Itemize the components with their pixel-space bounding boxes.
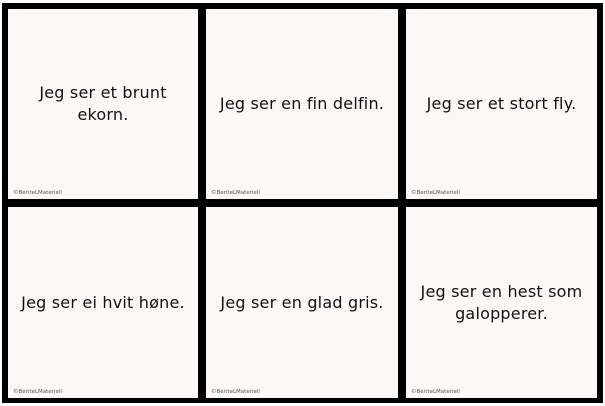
copyright-credit: ©BeriteLMateriell [211,190,260,196]
copyright-credit: ©BeriteLMateriell [13,190,62,196]
copyright-credit: ©BeriteLMateriell [411,190,460,196]
copyright-credit: ©BeriteLMateriell [13,389,62,395]
sentence-text: Jeg ser en hest som galopperer. [420,281,583,323]
sentence-card [406,207,597,398]
sentence-card [406,9,597,199]
sentence-text: Jeg ser et stort fly. [426,94,577,113]
sentence-text: Jeg ser en fin delfin. [219,94,385,113]
copyright-credit: ©BeriteLMateriell [411,389,460,395]
copyright-credit: ©BeriteLMateriell [211,389,260,395]
sentence-card [206,207,398,398]
card-sheet [2,3,603,403]
sentence-card [206,9,398,199]
sentence-text: Jeg ser en glad gris. [220,292,384,312]
sentence-card [8,207,198,398]
sentence-text: Jeg ser ei hvit høne. [21,292,185,312]
sentence-card [8,9,198,199]
sentence-text: Jeg ser et brunt ekorn. [39,83,167,124]
